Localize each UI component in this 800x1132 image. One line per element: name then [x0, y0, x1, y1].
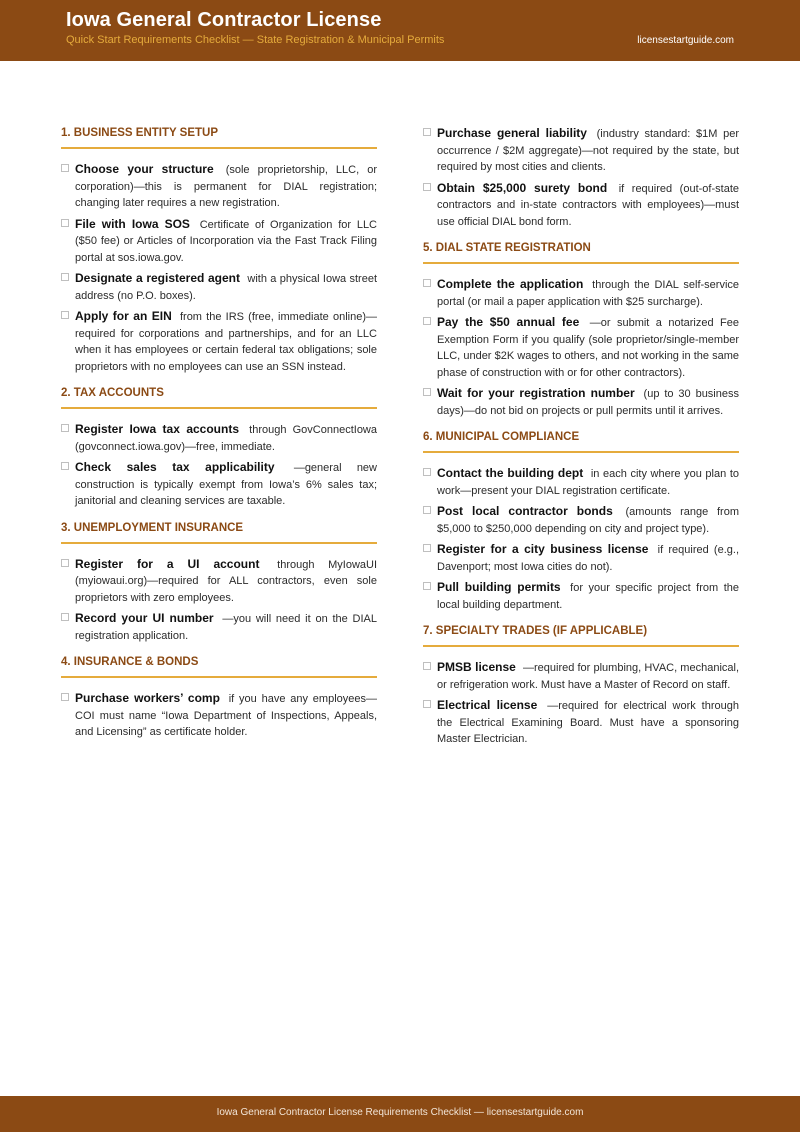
- checklist-item: [61, 459, 377, 510]
- checklist-item: [61, 421, 377, 455]
- item-lead: Contact the building dept: [437, 466, 584, 480]
- checkbox-icon[interactable]: [423, 582, 431, 590]
- checklist-item: [423, 659, 739, 693]
- item-lead: Designate a registered agent: [75, 271, 240, 285]
- section-title: 3. UNEMPLOYMENT INSURANCE: [61, 520, 377, 544]
- checkbox-icon[interactable]: [423, 662, 431, 670]
- checkbox-icon[interactable]: [423, 468, 431, 476]
- checklist-item: [61, 161, 377, 212]
- item-desc: —general new construction is typically exempt from Iowa’s 6% sales tax; janitorial and cleaning services are taxable.: [75, 462, 377, 507]
- item-lead: Apply for an EIN: [75, 309, 172, 323]
- checklist-item: [61, 556, 377, 607]
- item-desc: through GovConnectIowa (govconnect.iowa.gov)—free, immediate.: [75, 424, 377, 453]
- section-title: 4. INSURANCE & BONDS: [61, 654, 377, 678]
- checklist-item: [423, 503, 739, 537]
- checkbox-icon[interactable]: [61, 311, 69, 319]
- checklist-item: [423, 276, 739, 310]
- item-lead: PMSB license: [437, 660, 516, 674]
- section-insurance-bonds: [61, 654, 377, 741]
- checklist-item: [61, 610, 377, 644]
- checkbox-icon[interactable]: [423, 317, 431, 325]
- checklist-item: [61, 690, 377, 741]
- section-title: 6. MUNICIPAL COMPLIANCE: [423, 429, 739, 453]
- item-desc: for your specific project from the local building department.: [437, 582, 739, 611]
- item-lead: Register for a city business license: [437, 542, 649, 556]
- checklist-item: [423, 125, 739, 176]
- page-title: Iowa General Contractor License: [66, 9, 382, 31]
- item-lead: Choose your structure: [75, 162, 214, 176]
- section-title: 7. SPECIALTY TRADES (IF APPLICABLE): [423, 623, 739, 647]
- checklist-item: [423, 385, 739, 419]
- item-desc: through the DIAL self-service portal (or mail a paper application with $25 surcharge).: [437, 279, 739, 308]
- checkbox-icon[interactable]: [423, 388, 431, 396]
- item-lead: Pay the $50 annual fee: [437, 315, 580, 329]
- right-column: [423, 125, 739, 758]
- item-lead: Electrical license: [437, 698, 538, 712]
- checkbox-icon[interactable]: [423, 544, 431, 552]
- item-lead: Obtain $25,000 surety bond: [437, 180, 608, 195]
- item-desc: (up to 30 business days)—do not bid on projects or pull permits until it arrives.: [437, 388, 739, 417]
- checklist-item: [423, 465, 739, 499]
- section-specialty-trades: [423, 623, 739, 748]
- page-subtitle: Quick Start Requirements Checklist — State Registration & Municipal Permits: [66, 34, 445, 46]
- checklist-item: [423, 314, 739, 381]
- section-dial-registration: [423, 240, 739, 419]
- checkbox-icon[interactable]: [61, 559, 69, 567]
- checkbox-icon[interactable]: [61, 219, 69, 227]
- item-lead: File with Iowa SOS: [75, 216, 190, 231]
- checklist-item: [423, 541, 739, 575]
- checkbox-icon[interactable]: [423, 128, 431, 136]
- item-lead: Register Iowa tax accounts: [75, 422, 239, 436]
- checkbox-icon[interactable]: [423, 183, 431, 191]
- section-tax-accounts: [61, 385, 377, 510]
- checklist-item: [61, 308, 377, 375]
- section-unemployment-insurance: [61, 520, 377, 645]
- checkbox-icon[interactable]: [61, 462, 69, 470]
- page-footer: [0, 1096, 800, 1132]
- item-desc: (sole proprietorship, LLC, or corporation)—this is permanent for DIAL registration; changing later requires a new registration.: [75, 164, 377, 209]
- item-desc: if required (out-of-state contractors and in-state contractors with employees)—must use official DIAL bond form.: [437, 182, 739, 228]
- checkbox-icon[interactable]: [61, 613, 69, 621]
- item-desc: —or submit a notarized Fee Exemption Form if you qualify (sole proprietor/single-member LLC, under $2K wages to others, and not working in the same phase of construction with or for other contractors).: [437, 317, 740, 379]
- section-insurance-bonds-continued: [423, 125, 739, 230]
- item-desc: —you will need it on the DIAL registration application.: [75, 613, 378, 642]
- checklist-item: [423, 180, 739, 231]
- item-lead: Wait for your registration number: [437, 386, 635, 400]
- checklist-item: [61, 216, 377, 267]
- item-desc: through MyIowaUI (myiowaui.org)—required for ALL contractors, even sole proprietors with zero employees.: [75, 558, 378, 604]
- checkbox-icon[interactable]: [61, 693, 69, 701]
- page-header: [0, 0, 800, 61]
- section-business-entity: [61, 125, 377, 375]
- item-desc: (industry standard: $1M per occurrence / $2M aggregate)—not required by the state, but required by most cities and clients.: [437, 128, 739, 173]
- item-desc: in each city where you plan to work—present your DIAL registration certificate.: [437, 468, 739, 497]
- section-title: 5. DIAL STATE REGISTRATION: [423, 240, 739, 264]
- checkbox-icon[interactable]: [423, 279, 431, 287]
- checklist-item: [423, 697, 739, 748]
- section-municipal-compliance: [423, 429, 739, 613]
- item-lead: Post local contractor bonds: [437, 504, 613, 518]
- checkbox-icon[interactable]: [423, 700, 431, 708]
- item-lead: Complete the application: [437, 277, 584, 291]
- checkbox-icon[interactable]: [61, 164, 69, 172]
- item-desc: (amounts range from $5,000 to $250,000 depending on city and project type).: [437, 506, 739, 535]
- item-desc: —required for plumbing, HVAC, mechanical, or refrigeration work. Must have a Master of Record on staff.: [437, 662, 740, 691]
- item-lead: Register for a UI account: [75, 556, 260, 571]
- footer-text: Iowa General Contractor License Requirements Checklist — licensestartguide.com: [216, 1107, 584, 1118]
- item-lead: Pull building permits: [437, 580, 561, 594]
- checkbox-icon[interactable]: [423, 506, 431, 514]
- checkbox-icon[interactable]: [61, 424, 69, 432]
- section-title: 2. TAX ACCOUNTS: [61, 385, 377, 409]
- item-lead: Purchase workers’ comp: [75, 691, 220, 705]
- left-column: [61, 125, 377, 751]
- item-lead: Check sales tax applicability: [75, 460, 275, 474]
- item-desc: if you have any employees—COI must name “Iowa Department of Inspections, Appeals, and Licensing” as certificate holder.: [75, 693, 377, 738]
- item-desc: —required for electrical work through the Electrical Examining Board. Must have a sponsoring Master Electrician.: [437, 700, 739, 745]
- header-site: licensestartguide.com: [637, 35, 734, 46]
- item-lead: Purchase general liability: [437, 126, 587, 140]
- checklist-item: [61, 270, 377, 304]
- item-desc: if required (e.g., Davenport; most Iowa cities do not).: [437, 544, 739, 573]
- section-title: 1. BUSINESS ENTITY SETUP: [61, 125, 377, 149]
- item-desc: with a physical Iowa street address (no P.O. boxes).: [75, 273, 378, 302]
- item-desc: from the IRS (free, immediate online)—required for corporations and partnerships, and for an LLC when it has employees or certain federal tax obligations; sole proprietors with no employees can use an SSN instead.: [75, 311, 377, 373]
- checklist-item: [423, 579, 739, 613]
- checkbox-icon[interactable]: [61, 273, 69, 281]
- item-lead: Record your UI number: [75, 611, 214, 625]
- item-desc: Certificate of Organization for LLC ($50 fee) or Articles of Incorporation via the Fast Track Filing portal at sos.iowa.gov.: [75, 218, 378, 264]
